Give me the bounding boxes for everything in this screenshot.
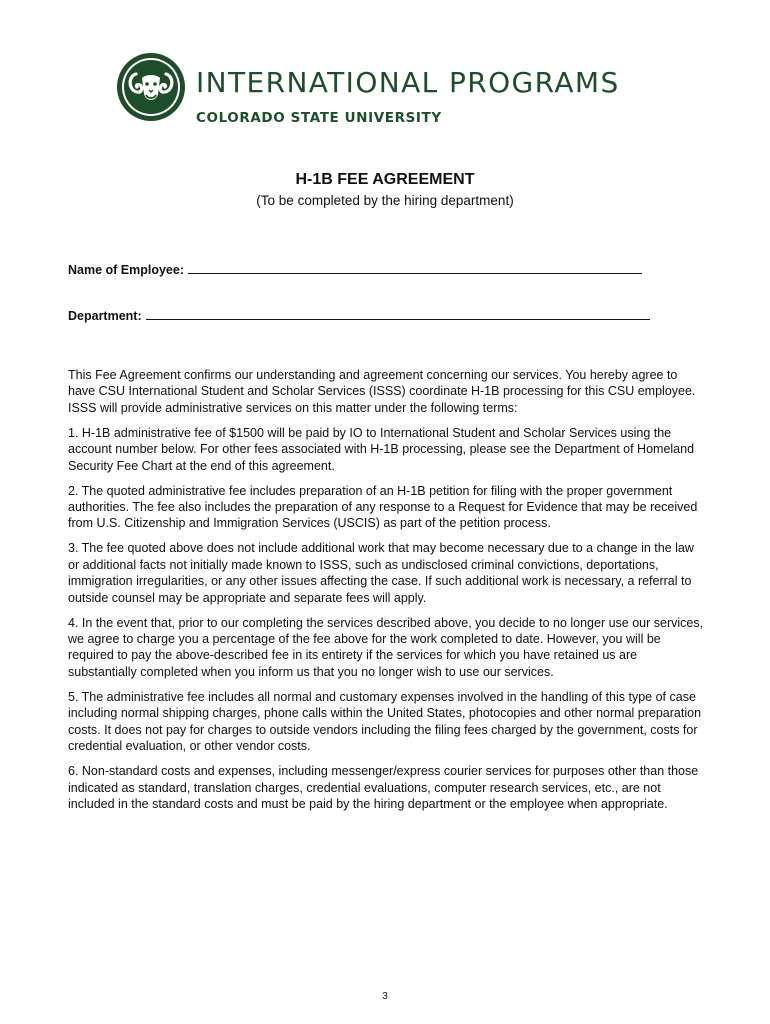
csu-ram-seal-icon	[116, 52, 186, 122]
document-title: H-1B FEE AGREEMENT	[295, 171, 475, 188]
intro-paragraph: This Fee Agreement confirms our understanding and agreement concerning our services. You hereby agree to have CSU International Student and Scholar Services (ISSS) coordinate H-1B processing for this CSU employee. ISSS will provide administrative services on this matter under the following terms:	[68, 368, 696, 415]
term-paragraph-2: 2. The quoted administrative fee includes preparation of an H-1B petition for filing with the proper government authorities. The fee also includes the preparation of any response to a Request for Evidence that may be received from U.S. Citizenship and Immigration Services (USCIS) as part of the petition process.	[68, 483, 698, 531]
csu-international-programs-logo	[116, 52, 676, 132]
term-paragraph-4: 4. In the event that, prior to our completing the services described above, you decide to no longer use our services, we agree to charge you a percentage of the fee above for the work completed to date. However, you will be required to pay the above-described fee in its entirety if the services for which you have retained us are substantially completed when you inform us that you no longer wish to use our services.	[68, 615, 704, 679]
department-blank-line[interactable]	[146, 308, 650, 320]
department-label: Department:	[68, 309, 142, 323]
term-paragraph-3: 3. The fee quoted above does not include additional work that may become necessary due to a change in the law or additional facts not initially made known to ISSS, such as undisclosed criminal convictions, deportations, immigration irregularities, or any other issues affecting the case. If such additional work is necessary, a referral to outside counsel may be appropriate and separate fees will apply.	[68, 541, 694, 605]
employee-name-label: Name of Employee:	[68, 263, 185, 277]
agreement-body	[68, 367, 704, 821]
employee-name-field	[68, 262, 642, 277]
term-paragraph-5: 5. The administrative fee includes all normal and customary expenses involved in the handling of this type of case including normal shipping charges, phone calls within the United States, photocopies and other normal preparation costs. It does not pay for charges to outside vendors including the filing fees charged by the government, costs for credential evaluation, or other vendor costs.	[68, 689, 702, 754]
term-paragraph-6: 6. Non-standard costs and expenses, including messenger/express courier services for purposes other than those indicated as standard, translation charges, credential evaluations, computer research services, etc., are not included in the standard costs and must be paid by the hiring department or the employee when appropriate.	[68, 764, 699, 811]
employee-name-blank-line[interactable]	[188, 262, 642, 274]
department-field	[68, 308, 650, 323]
page-number: 3	[382, 991, 388, 1002]
term-paragraph-1: 1. H-1B administrative fee of $1500 will be paid by IO to International Student and Scholar Services using the account number below. For other fees associated with H-1B processing, please see the Department of Homeland Security Fee Chart at the end of this agreement.	[68, 425, 695, 473]
logo-title: INTERNATIONAL PROGRAMS	[196, 66, 620, 99]
logo-subtitle: COLORADO STATE UNIVERSITY	[196, 110, 442, 126]
document-subtitle: (To be completed by the hiring department)	[256, 193, 514, 208]
